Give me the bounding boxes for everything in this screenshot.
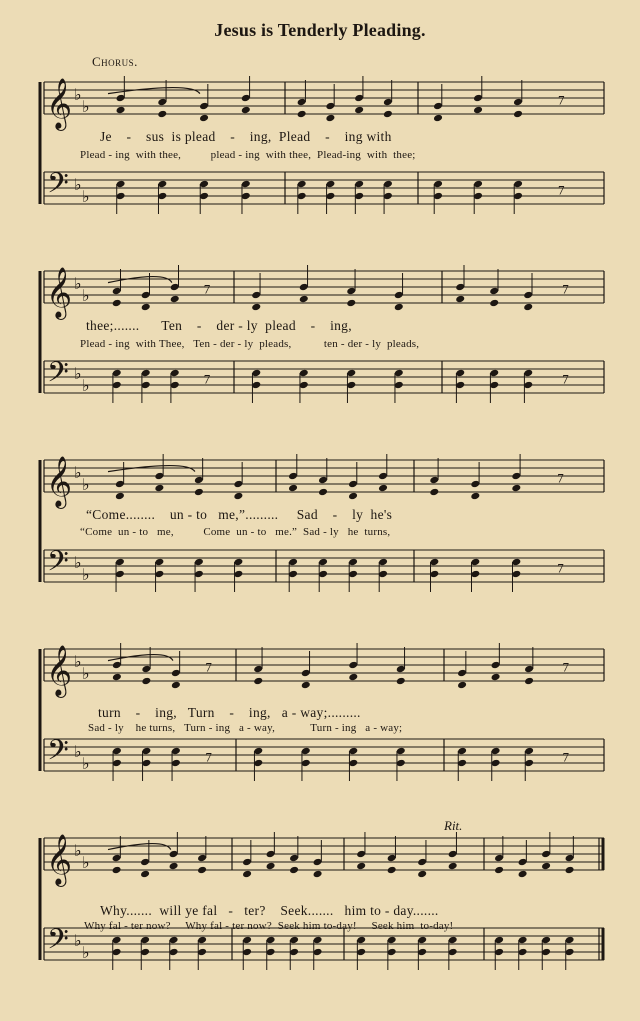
eighth-rest-icon: 7 (562, 749, 570, 765)
flat-icon: ♭ (82, 756, 90, 773)
lyric-line-5-upper: Why....... will ye fal - ter? Seek....... him to - day....... (100, 903, 439, 918)
treble-notehead (170, 295, 180, 304)
chorus-label: Chorus. (92, 54, 138, 69)
flat-icon: ♭ (82, 378, 90, 395)
bass-clef-icon: 𝄢 (47, 923, 69, 963)
eighth-rest-icon: 7 (562, 371, 569, 387)
treble-notehead (356, 862, 366, 871)
treble-clef-icon: 𝄞 (46, 78, 73, 129)
treble-notehead (251, 303, 261, 312)
treble-notehead (112, 299, 122, 308)
treble-notehead (396, 677, 406, 686)
treble-notehead (433, 114, 443, 123)
treble-clef-icon: 𝄞 (46, 456, 73, 507)
bass-clef-icon: 𝄢 (47, 545, 69, 585)
flat-icon: ♭ (82, 99, 90, 116)
treble-notehead (140, 870, 150, 879)
ritardando-label: Rit. (444, 818, 463, 833)
treble-notehead (171, 681, 181, 690)
eighth-rest-icon: 7 (557, 470, 564, 486)
eighth-rest-icon: 7 (205, 659, 212, 675)
treble-notehead (348, 673, 358, 682)
flat-icon: ♭ (74, 843, 82, 860)
flat-icon: ♭ (74, 366, 82, 383)
treble-notehead (523, 303, 533, 312)
flat-icon: ♭ (82, 945, 90, 962)
tie-arc (108, 277, 172, 283)
treble-notehead (457, 681, 467, 690)
treble-notehead (299, 295, 309, 304)
treble-notehead (112, 673, 122, 682)
eighth-rest-icon: 7 (558, 92, 565, 108)
treble-notehead (288, 484, 298, 493)
flat-icon: ♭ (74, 654, 82, 671)
treble-notehead (157, 110, 167, 119)
lyric-line-2-lower: Plead - ing with Thee, Ten - der - ly pleads, ten - der - ly pleads, (80, 338, 420, 350)
treble-notehead (394, 303, 404, 312)
treble-notehead (494, 866, 504, 875)
treble-notehead (524, 677, 534, 686)
treble-notehead (116, 106, 126, 115)
treble-notehead (318, 488, 328, 497)
treble-notehead (513, 110, 523, 119)
bass-clef-icon: 𝄢 (47, 167, 69, 207)
treble-notehead (297, 110, 307, 119)
treble-notehead (194, 488, 204, 497)
treble-notehead (301, 681, 311, 690)
flat-icon: ♭ (74, 177, 82, 194)
treble-notehead (565, 866, 575, 875)
treble-notehead (325, 114, 335, 123)
lyric-line-4-upper: turn - ing, Turn - ing, a - way;......... (98, 705, 361, 720)
lyric-line-2-upper: thee;....... Ten - der - ly plead - ing, (86, 318, 352, 333)
bass-clef-icon: 𝄢 (47, 734, 69, 774)
bass-clef-icon: 𝄢 (47, 356, 69, 396)
eighth-rest-icon: 7 (562, 281, 569, 297)
flat-icon: ♭ (82, 189, 90, 206)
flat-icon: ♭ (74, 744, 82, 761)
treble-notehead (455, 295, 465, 304)
eighth-rest-icon: 7 (562, 659, 570, 675)
treble-notehead (233, 492, 243, 501)
flat-icon: ♭ (74, 933, 82, 950)
treble-notehead (470, 492, 480, 501)
flat-icon: ♭ (82, 567, 90, 584)
treble-notehead (242, 870, 252, 879)
treble-notehead (541, 862, 551, 871)
flat-icon: ♭ (74, 276, 82, 293)
treble-clef-icon: 𝄞 (46, 645, 73, 696)
hymn-title: Jesus is Tenderly Pleading. (214, 20, 426, 40)
flat-icon: ♭ (82, 666, 90, 683)
treble-notehead (429, 488, 439, 497)
lyric-line-5-lower: Why fal - ter now? Why fal - ter now? Seek him to-day! Seek him to-day! (84, 920, 454, 932)
lyric-line-1-upper: Je - sus is plead - ing, Plead - ing with (100, 129, 392, 144)
treble-notehead (378, 484, 388, 493)
eighth-rest-icon: 7 (203, 281, 211, 297)
treble-notehead (266, 862, 276, 871)
treble-notehead (169, 862, 179, 871)
treble-notehead (141, 677, 151, 686)
treble-notehead (489, 299, 499, 308)
eighth-rest-icon: 7 (205, 749, 212, 765)
tie-arc (108, 88, 200, 94)
treble-notehead (197, 866, 207, 875)
lyric-line-3-upper: “Come........ un - to me,”......... Sad - ly he's (86, 507, 393, 522)
treble-clef-icon: 𝄞 (46, 834, 73, 885)
treble-clef-icon: 𝄞 (46, 267, 73, 318)
treble-notehead (387, 866, 397, 875)
flat-icon: ♭ (82, 477, 90, 494)
treble-notehead (199, 114, 209, 123)
treble-notehead (491, 673, 501, 682)
tie-arc (108, 655, 173, 661)
eighth-rest-icon: 7 (557, 560, 564, 576)
treble-notehead (154, 484, 164, 493)
treble-notehead (115, 492, 125, 501)
tie-arc (108, 466, 195, 472)
treble-notehead (112, 866, 122, 875)
lyric-line-1-lower: Plead - ing with thee, plead - ing with thee, Plead-ing with thee; (80, 149, 416, 161)
treble-notehead (518, 870, 528, 879)
treble-notehead (348, 492, 358, 501)
treble-notehead (448, 862, 458, 871)
lyric-line-4-lower: Sad - ly he turns, Turn - ing a - way, Turn - ing a - way; (88, 722, 403, 734)
tie-arc (108, 844, 171, 850)
flat-icon: ♭ (74, 555, 82, 572)
flat-icon: ♭ (74, 87, 82, 104)
treble-notehead (346, 299, 356, 308)
treble-notehead (253, 677, 263, 686)
treble-notehead (289, 866, 299, 875)
treble-notehead (241, 106, 251, 115)
treble-notehead (511, 484, 521, 493)
treble-notehead (383, 110, 393, 119)
lyric-line-3-lower: “Come un - to me, Come un - to me.” Sad - ly he turns, (80, 526, 391, 538)
flat-icon: ♭ (82, 855, 90, 872)
eighth-rest-icon: 7 (203, 371, 211, 387)
treble-notehead (141, 303, 151, 312)
treble-notehead (313, 870, 323, 879)
flat-icon: ♭ (74, 465, 82, 482)
flat-icon: ♭ (82, 288, 90, 305)
treble-notehead (473, 106, 483, 115)
eighth-rest-icon: 7 (558, 182, 565, 198)
treble-notehead (417, 870, 427, 879)
treble-notehead (354, 106, 364, 115)
